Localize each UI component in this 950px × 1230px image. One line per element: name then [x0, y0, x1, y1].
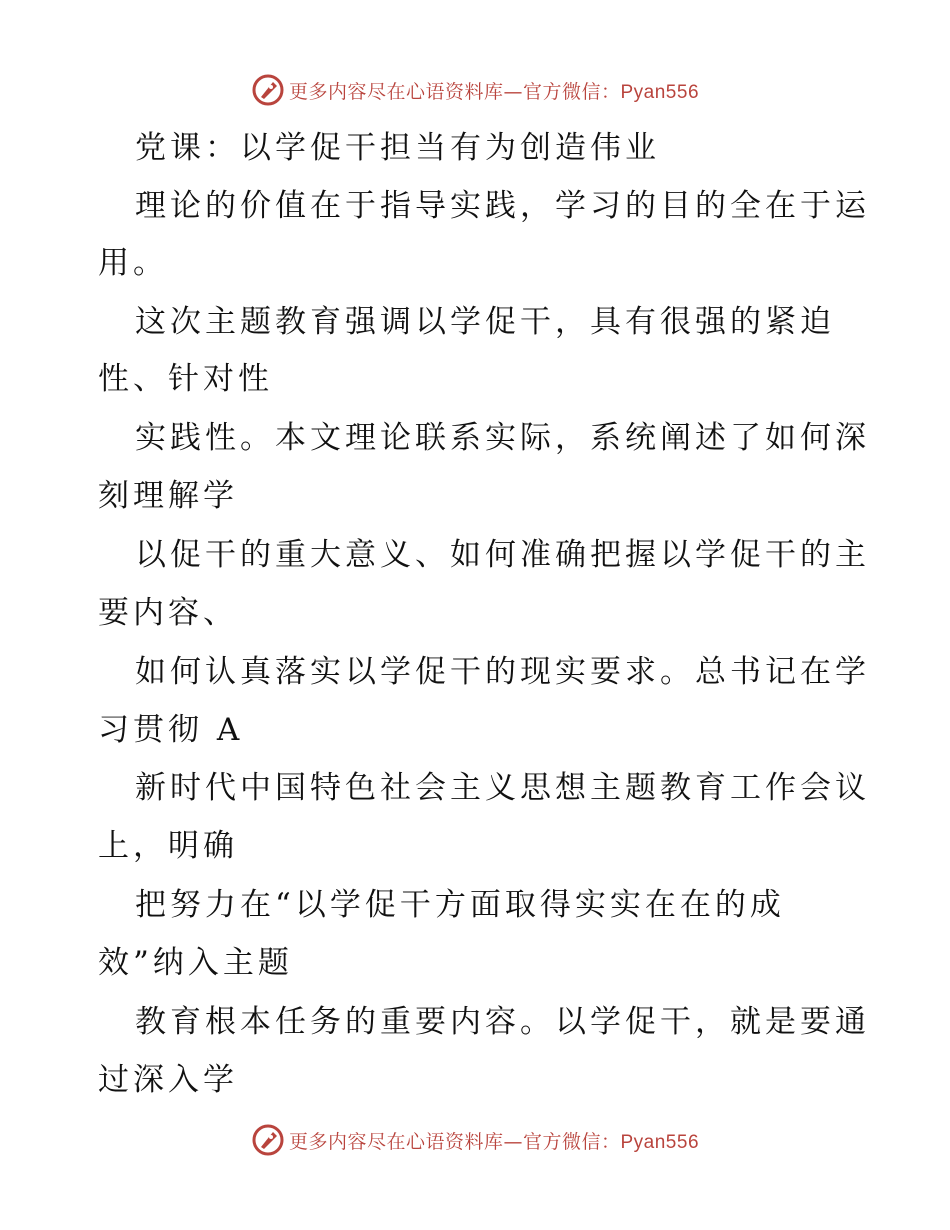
text-line: 用。: [98, 245, 168, 281]
text-line: 过深入学: [98, 1062, 238, 1098]
text-line: 实践性。本文理论联系实际，系统阐述了如何深: [135, 420, 870, 456]
text-line: 刻理解学: [98, 478, 238, 514]
watermark-text: 更多内容尽在心语资料库—官方微信：Pyan556: [288, 1130, 700, 1153]
text-line: 理论的价值在于指导实践，学习的目的全在于运: [135, 188, 870, 224]
text-line: 以促干的重大意义、如何准确把握以学促干的主: [135, 537, 870, 573]
pen-nib-icon: [251, 1123, 285, 1157]
watermark-text: 更多内容尽在心语资料库—官方微信：Pyan556: [288, 80, 700, 103]
text-line: 性、针对性: [98, 361, 273, 397]
text-line: 要内容、: [98, 595, 238, 631]
text-line: 新时代中国特色社会主义思想主题教育工作会议: [135, 770, 870, 806]
document-title: 党课：以学促干担当有为创造伟业: [135, 130, 660, 166]
text-line: 效”纳入主题: [98, 945, 293, 981]
text-line: 如何认真落实以学促干的现实要求。总书记在学: [135, 654, 870, 690]
watermark-wechat-id: Pyan556: [620, 81, 700, 103]
footer-watermark: [0, 1120, 950, 1160]
text-line: 教育根本任务的重要内容。以学促干，就是要通: [135, 1004, 870, 1040]
text-line: 这次主题教育强调以学促干，具有很强的紧迫: [135, 304, 835, 340]
watermark-wechat-id: Pyan556: [620, 1131, 700, 1153]
text-line: 上，明确: [98, 828, 238, 864]
text-line: 把努力在“以学促干方面取得实实在在的成: [135, 887, 785, 923]
text-line: 习贯彻 A: [98, 712, 244, 748]
